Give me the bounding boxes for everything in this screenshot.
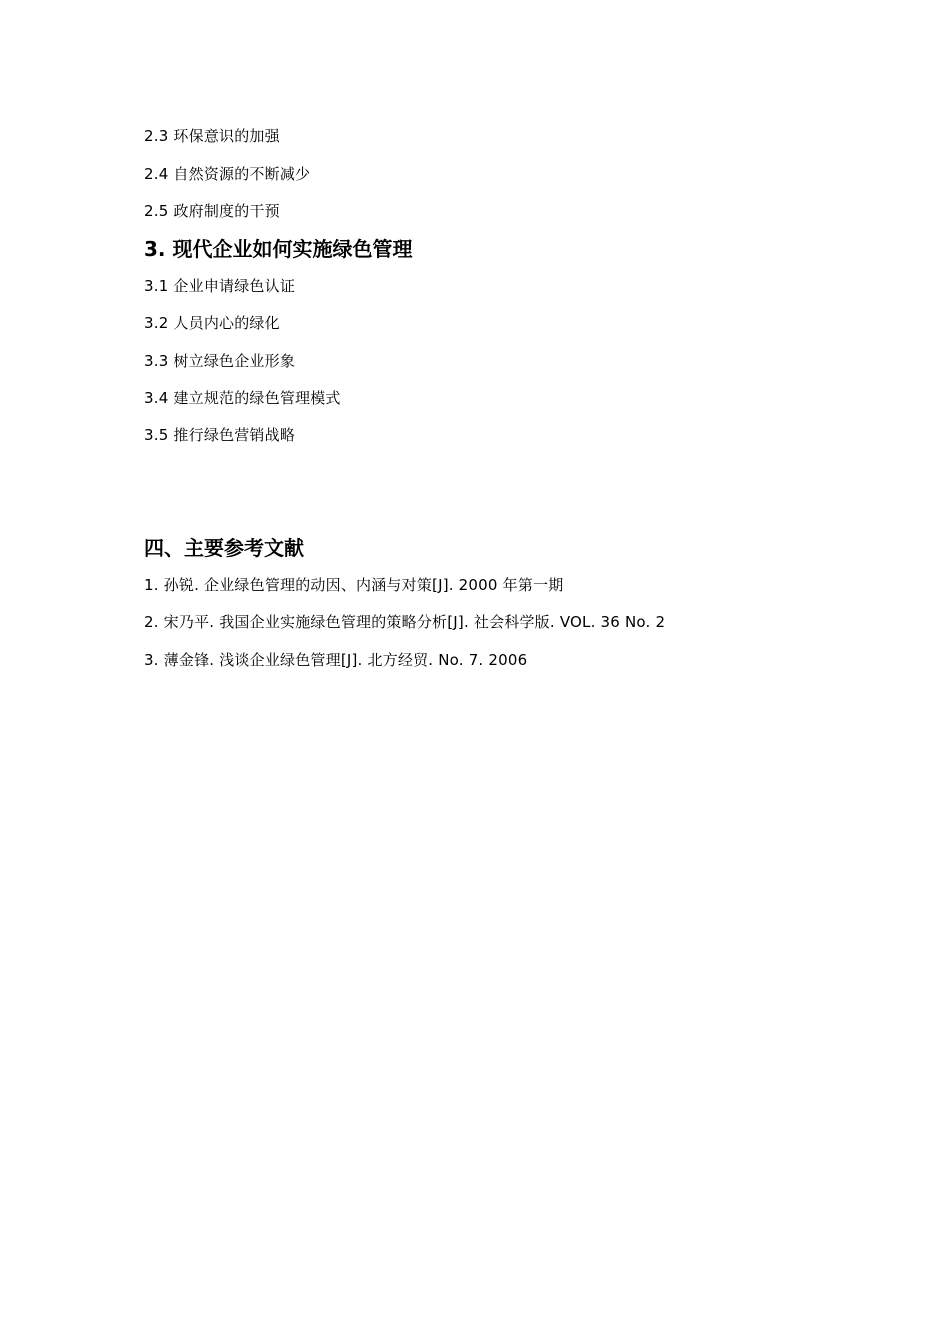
- toc-item-2-4: 2.4 自然资源的不断减少: [144, 165, 311, 183]
- toc-item-3-4: 3.4 建立规范的绿色管理模式: [144, 389, 341, 407]
- reference-item-2: 2. 宋乃平. 我国企业实施绿色管理的策略分析[J]. 社会科学版. VOL. 36 No. 2: [144, 613, 666, 631]
- toc-item-3-2: 3.2 人员内心的绿化: [144, 314, 280, 332]
- toc-item-3-5: 3.5 推行绿色营销战略: [144, 426, 296, 444]
- reference-item-3: 3. 薄金锋. 浅谈企业绿色管理[J]. 北方经贸. No. 7. 2006: [144, 651, 528, 669]
- reference-item-1: 1. 孙锐. 企业绿色管理的动因、内涵与对策[J]. 2000 年第一期: [144, 576, 564, 594]
- toc-item-2-3: 2.3 环保意识的加强: [144, 127, 280, 145]
- toc-item-3-1: 3.1 企业申请绿色认证: [144, 277, 296, 295]
- section-3-heading: 3. 现代企业如何实施绿色管理: [144, 237, 413, 261]
- toc-item-3-3: 3.3 树立绿色企业形象: [144, 352, 296, 370]
- toc-item-2-5: 2.5 政府制度的干预: [144, 202, 280, 220]
- references-heading: 四、主要参考文献: [144, 536, 304, 560]
